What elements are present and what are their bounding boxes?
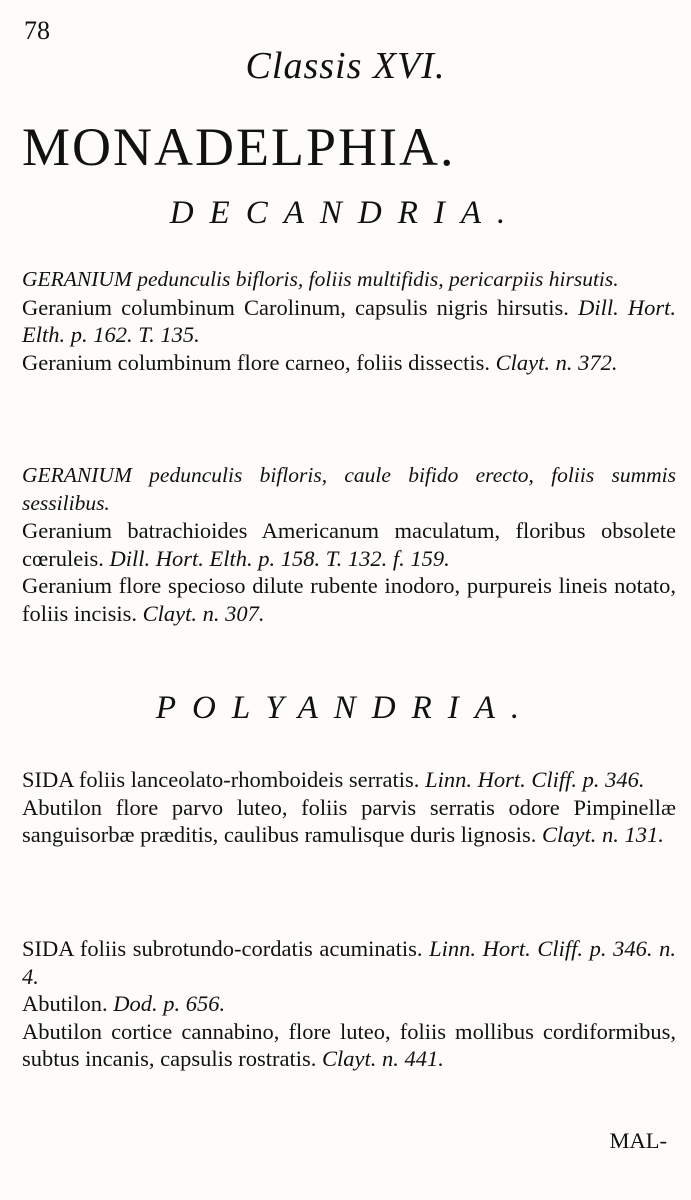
entry-diagnosis [22, 462, 676, 517]
synonym-reference: Clayt. n. 441. [321, 1046, 444, 1071]
entry-diagnosis [22, 266, 676, 294]
synonym-reference: Dill. Hort. Elth. p. 162. T. 135. [22, 294, 676, 347]
synonym-text: Geranium batrachioides Americanum maculatum, floribus obsolete cœruleis. [22, 518, 676, 571]
diagnosis-text: pedunculis bifloris, foliis multifidis, pericarpiis hirsutis. [137, 267, 619, 291]
order-heading-decandria: DECANDRIA. [169, 195, 522, 231]
diagnosis-reference: Linn. Hort. Cliff. p. 346. n. 4. [22, 936, 676, 989]
synonym-reference: Dod. p. 656. [113, 991, 226, 1016]
catchword: MAL- [609, 1128, 667, 1153]
synonym-reference: Clayt. n. 372. [495, 349, 618, 375]
diagnosis-text: pedunculis bifloris, caule bifido erecto, foliis summis sessilibus. [22, 463, 677, 515]
synonym [22, 990, 676, 1018]
diagnosis-text: foliis lanceolato-rhomboideis serratis. [78, 767, 420, 792]
synonym-text: Abutilon cortice cannabino, flore luteo, foliis mollibus cordiformibus, subtus incanis, capsulis rostratis. [22, 1018, 676, 1071]
synonym [22, 1018, 676, 1073]
synonym [22, 572, 676, 627]
synonym-reference: Clayt. n. 131. [541, 822, 664, 847]
synonym [22, 294, 676, 349]
synonym-text: Abutilon. [22, 991, 108, 1016]
diagnosis-reference: Linn. Hort. Cliff. p. 346. [425, 767, 645, 792]
synonym-reference: Dill. Hort. Elth. p. 158. T. 132. f. 159. [109, 545, 450, 571]
species-entry [22, 462, 676, 627]
species-entry [22, 935, 676, 1073]
page-number: 78 [24, 16, 50, 45]
class-heading: Classis XVI. [245, 45, 446, 87]
synonym [22, 794, 676, 849]
synonym [22, 517, 676, 572]
species-entry [22, 266, 676, 376]
synonym-text: Geranium columbinum Carolinum, capsulis nigris hirsutis. [22, 294, 569, 320]
synonym-text: Geranium columbinum flore carneo, foliis dissectis. [22, 349, 491, 375]
entry-diagnosis [22, 935, 676, 990]
synonym [22, 349, 676, 377]
genus-name: SIDA [22, 936, 74, 961]
order-heading-polyandria: POLYANDRIA. [155, 690, 536, 726]
synonym-reference: Clayt. n. 307. [142, 600, 265, 626]
synonym-text: Geranium flore specioso dilute rubente inodoro, purpureis lineis notato, foliis incisis. [22, 573, 676, 626]
diagnosis-text: foliis subrotundo-cordatis acuminatis. [79, 936, 423, 961]
genus-name: GERANIUM [22, 463, 132, 487]
synonym-text: Abutilon flore parvo luteo, foliis parvis serratis odore Pimpinellæ sanguisorbæ præditis, caulibus ramulisque duris lignosis. [22, 794, 676, 847]
species-entry [22, 766, 676, 849]
entry-diagnosis [22, 766, 676, 794]
class-name: MONADELPHIA. [22, 117, 456, 177]
genus-name: SIDA [22, 767, 74, 792]
genus-name: GERANIUM [22, 267, 132, 291]
